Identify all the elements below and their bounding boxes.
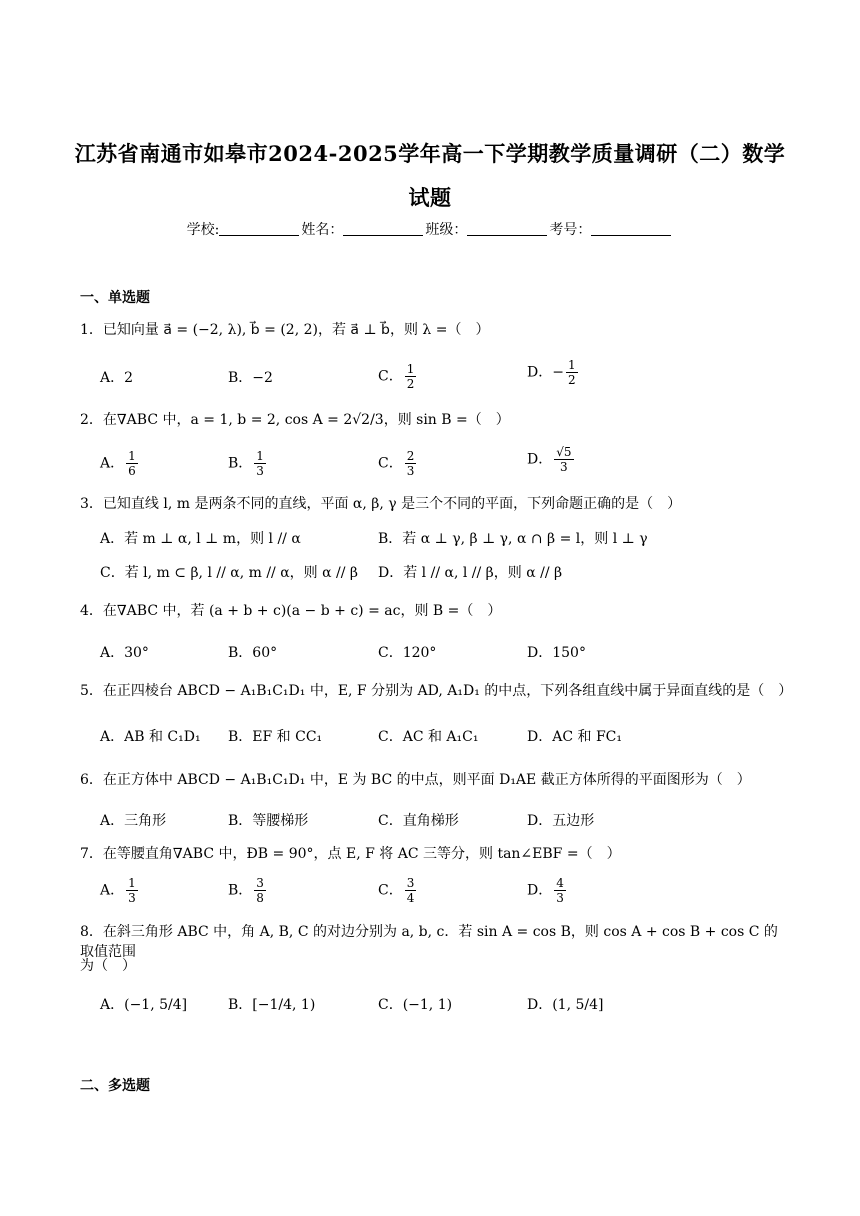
fraction: $\frac{1}{6}$ [128, 449, 136, 478]
class-blank[interactable] [467, 221, 547, 236]
section-heading-multiple-choice: 二、多选题 [80, 1078, 150, 1094]
exam-number-label: 考号： [549, 222, 592, 238]
fraction: $\frac{3}{4}$ [406, 876, 415, 905]
question-8-option-b: B．[−1/4, 1) [228, 997, 316, 1013]
question-2-option-d [527, 445, 576, 474]
question-7-option-d [527, 876, 568, 905]
option-label: A． [100, 882, 125, 899]
option-label: C． [378, 368, 403, 385]
question-6-option-d: D．五边形 [527, 813, 595, 829]
school-label: 学校: [186, 222, 220, 238]
question-3-option-d: D．若 l // α, l // β，则 α // β [378, 565, 563, 581]
question-3-stem: 3．已知直线 l, m 是两条不同的直线，平面 α, β, γ 是三个不同的平面，下列命题正确的是（ ） [80, 496, 682, 512]
question-5-option-d: D．AC 和 FC₁ [527, 729, 622, 745]
fraction: $\frac{1}{2}$ [567, 358, 576, 387]
question-1-option-a: A．2 [100, 370, 134, 386]
question-7-option-c [378, 876, 418, 905]
question-5-option-a: A．AB 和 C₁D₁ [100, 729, 201, 745]
page-title: 江苏省南通市如皋市2024-2025学年高一下学期教学质量调研（二）数学 [74, 141, 786, 166]
question-4-option-b: B．60° [228, 645, 278, 661]
student-info-line [0, 219, 860, 239]
option-label: C． [378, 882, 403, 899]
fraction: $\frac{1}{3}$ [128, 876, 136, 905]
option-label: D． [527, 451, 553, 468]
fraction: $\frac{√5}{3}$ [556, 445, 572, 474]
page-title-continued: 试题 [408, 185, 452, 210]
question-6-option-a: A．三角形 [100, 813, 167, 829]
option-label: D． [527, 882, 553, 899]
option-label: C． [378, 455, 403, 472]
question-2-option-c [378, 449, 418, 478]
question-4-option-a: A．30° [100, 645, 149, 661]
question-2-option-a [100, 449, 140, 478]
question-6-option-b: B．等腰梯形 [228, 813, 309, 829]
question-4-option-d: D．150° [527, 645, 586, 661]
fraction: $\frac{4}{3}$ [556, 876, 564, 905]
question-1-option-c [378, 362, 418, 391]
question-8-option-d: D．(1, 5/4] [527, 997, 604, 1013]
name-blank[interactable] [343, 221, 423, 236]
question-3-option-b: B．若 α ⊥ γ, β ⊥ γ, α ∩ β = l，则 l ⊥ γ [378, 531, 648, 547]
question-8-option-c: C．(−1, 1) [378, 997, 453, 1013]
option-label: B． [228, 882, 253, 899]
question-8-stem-continued: 为（ ） [80, 958, 136, 974]
question-4-option-c: C．120° [378, 645, 437, 661]
question-3-option-c: C．若 l, m ⊂ β, l // α, m // α，则 α // β [100, 565, 359, 581]
question-8-option-a: A．(−1, 5/4] [100, 997, 188, 1013]
school-blank[interactable] [219, 221, 299, 236]
question-5-stem: 5．在正四棱台 ABCD − A₁B₁C₁D₁ 中，E, F 分别为 AD, A₁D₁ 的中点，下列各组直线中属于异面直线的是（ ） [80, 683, 793, 699]
question-1-option-d [527, 358, 580, 387]
class-label: 班级： [425, 222, 468, 238]
name-label: 姓名： [301, 222, 344, 238]
question-4-stem: 4．在∇ABC 中，若 (a + b + c)(a − b + c) = ac，则 B =（ ） [80, 603, 502, 619]
question-8-stem: 8．在斜三角形 ABC 中，角 A, B, C 的对边分别为 a, b, c．若 sin A = cos B，则 cos A + cos B + cos C 的取值范围 [80, 924, 778, 960]
question-7-option-a [100, 876, 140, 905]
question-6-option-c: C．直角梯形 [378, 813, 459, 829]
fraction: $\frac{2}{3}$ [406, 449, 415, 478]
option-label: A． [100, 455, 125, 472]
option-label: D．− [527, 364, 564, 381]
question-1-option-b: B．−2 [228, 370, 273, 386]
question-7-option-b [228, 876, 268, 905]
fraction: $\frac{3}{8}$ [256, 876, 264, 905]
question-5-option-b: B．EF 和 CC₁ [228, 729, 323, 745]
question-2-stem: 2．在∇ABC 中，a = 1, b = 2, cos A = 2√2/3，则 sin B =（ ） [80, 412, 510, 428]
section-heading-single-choice: 一、单选题 [80, 290, 150, 306]
question-2-option-b [228, 449, 268, 478]
question-3-option-a: A．若 m ⊥ α, l ⊥ m，则 l // α [100, 531, 301, 547]
fraction: $\frac{1}{3}$ [256, 449, 264, 478]
fraction: $\frac{1}{2}$ [406, 362, 415, 391]
question-1-stem: 1．已知向量 a⃗ = (−2, λ), b⃗ = (2, 2)，若 a⃗ ⊥ b⃗，则 λ =（ ） [80, 322, 490, 338]
question-7-stem: 7．在等腰直角∇ABC 中，ÐB = 90°，点 E, F 将 AC 三等分，则 tan∠EBF =（ ） [80, 846, 621, 862]
option-label: B． [228, 455, 253, 472]
exam-number-blank[interactable] [591, 221, 671, 236]
question-6-stem: 6．在正方体中 ABCD − A₁B₁C₁D₁ 中，E 为 BC 的中点，则平面 D₁AE 截正方体所得的平面图形为（ ） [80, 772, 751, 788]
question-5-option-c: C．AC 和 A₁C₁ [378, 729, 479, 745]
